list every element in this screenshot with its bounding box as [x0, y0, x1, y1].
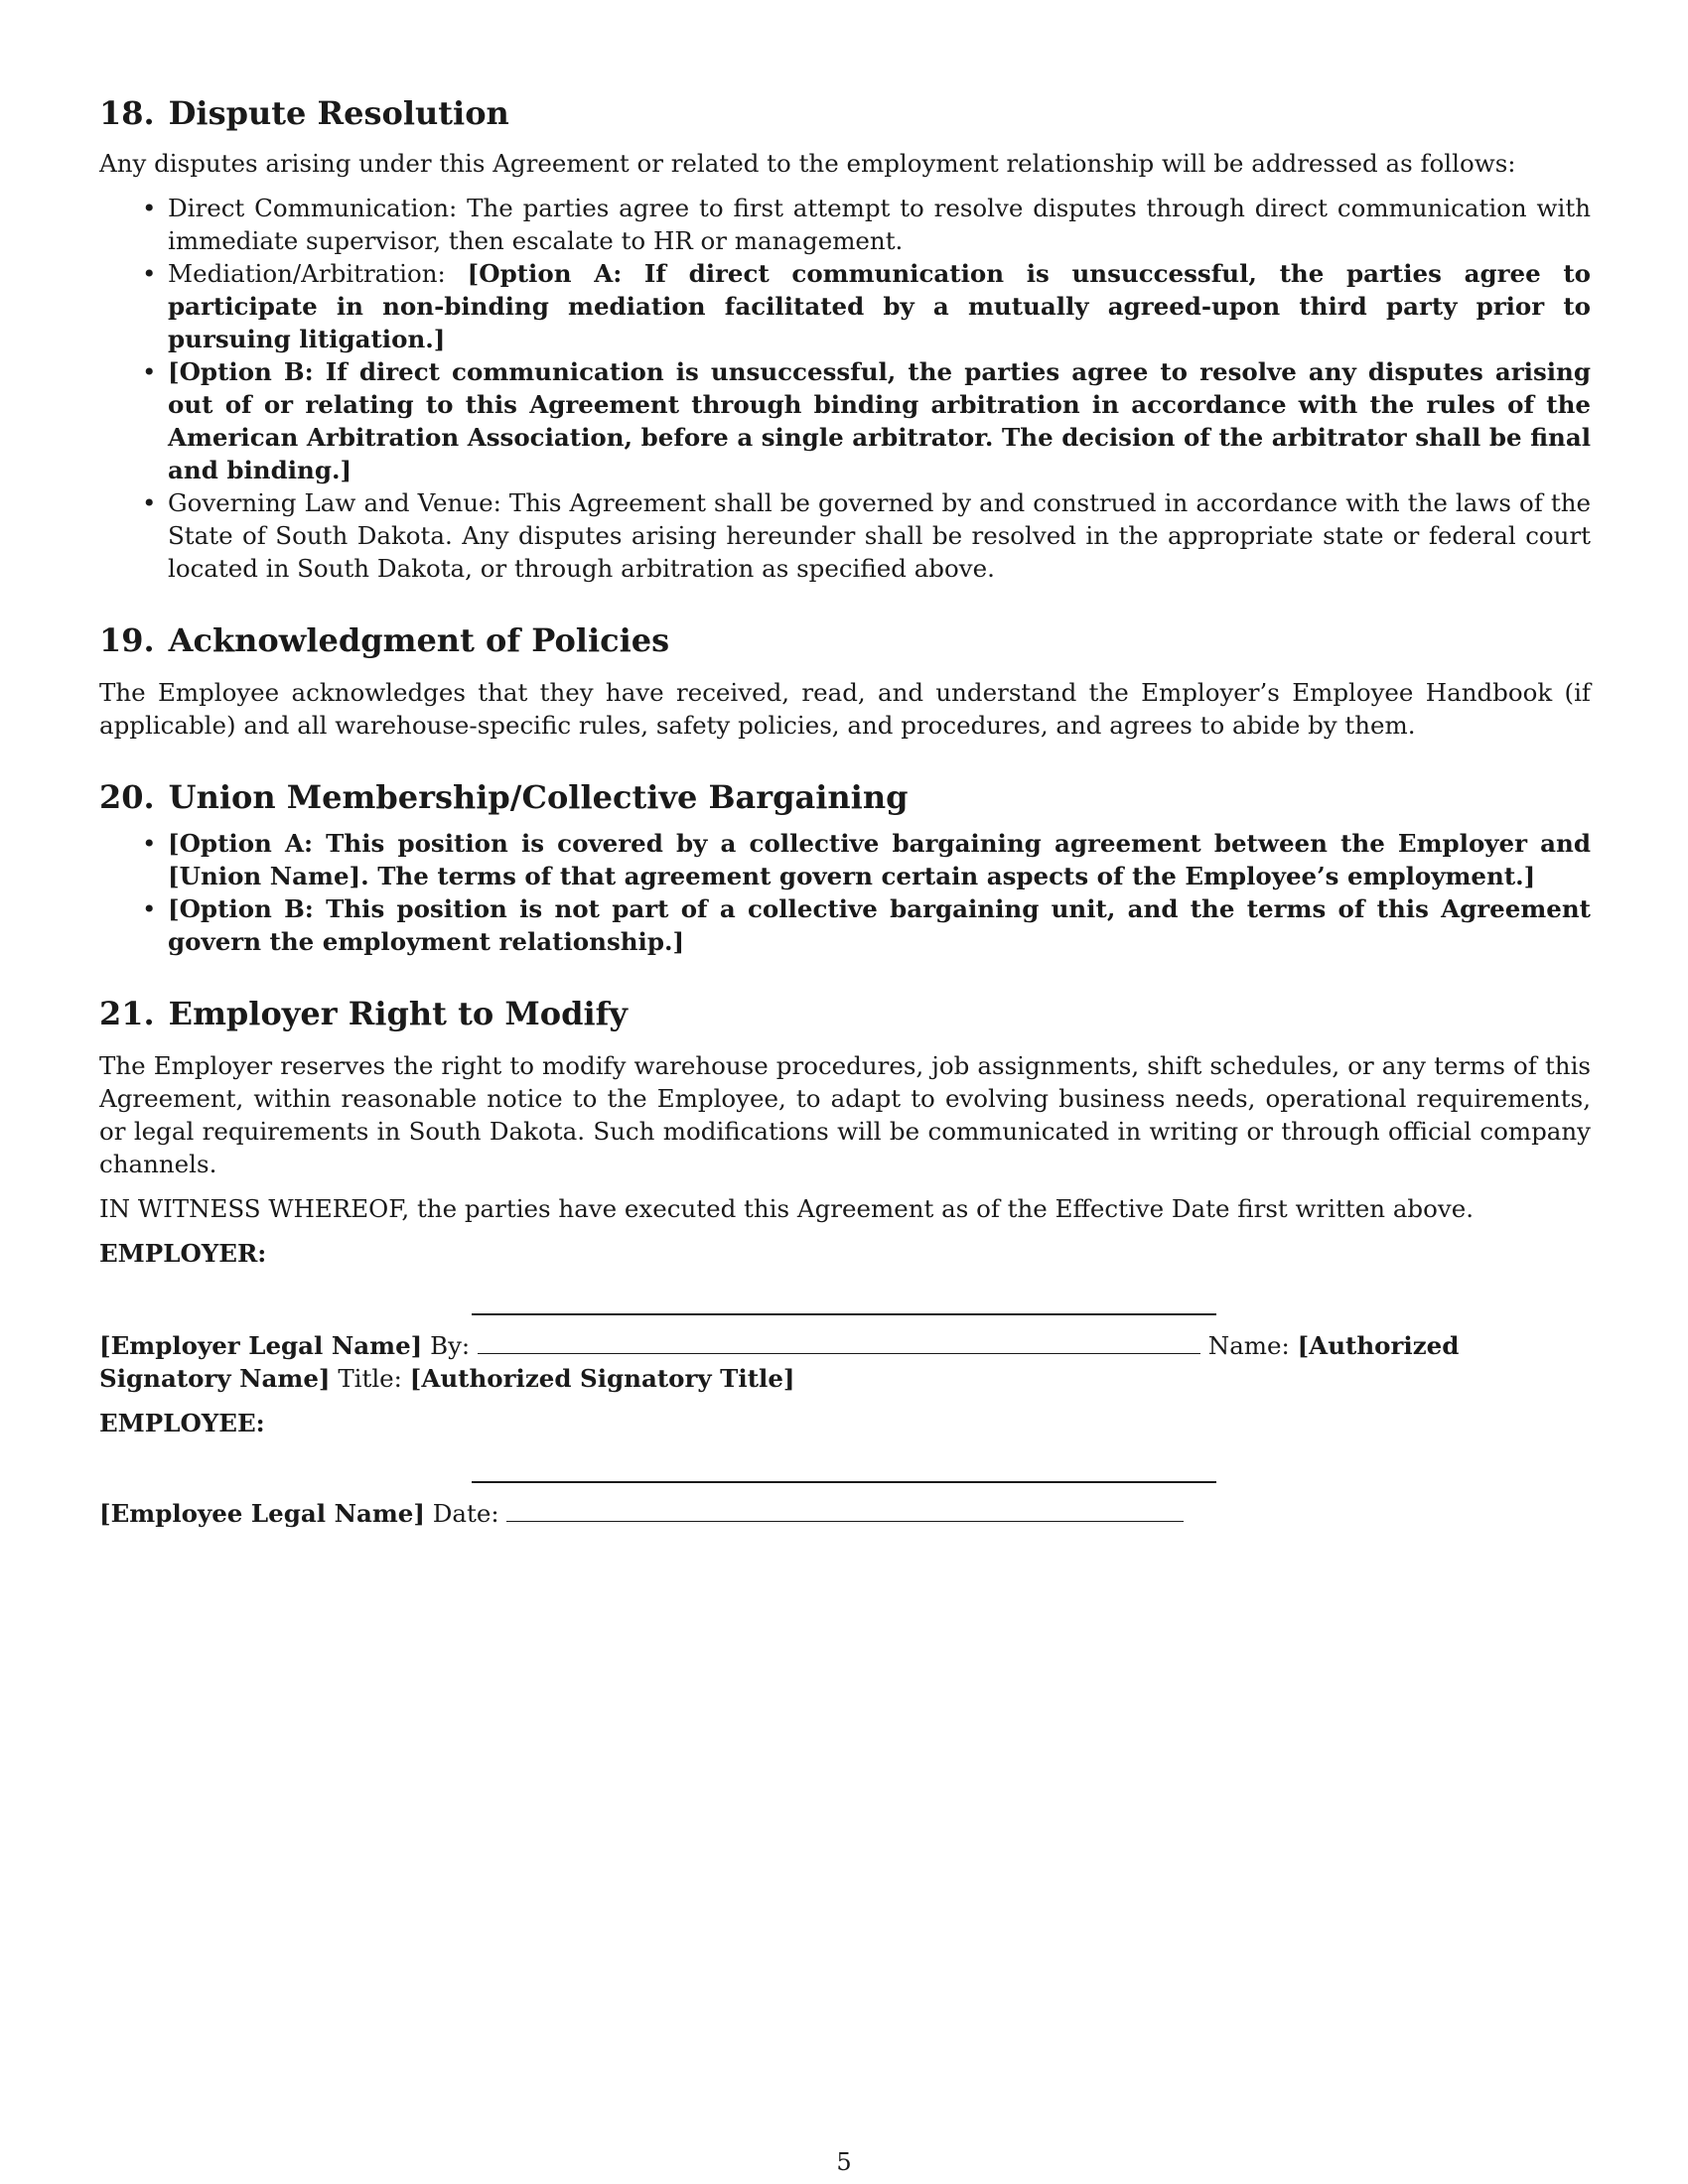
list-item: • Direct Communication: The parties agree to first attempt to resolve disputes through direct communication with immediate supervisor, then escalate to HR or management. [168, 192, 1591, 257]
list-item: • [Option B: This position is not part of a collective bargaining unit, and the terms of this Agreement govern the employment relationship.] [168, 892, 1591, 958]
section-19-body: The Employee acknowledges that they have received, read, and understand the Employer’s Employee Handbook (if applicable) and all warehouse-specific rules, safety policies, and procedures, and agrees to abide by them. [99, 678, 1591, 740]
section-18-list [99, 192, 1591, 585]
date-label: Date: [432, 1499, 499, 1528]
list-item: • [Option B: If direct communication is unsuccessful, the parties agree to resolve any disputes arising out of or relating to this Agreement through binding arbitration in accordance with the rules of the American Arbitration Association, before a single arbitrator. The decision of the arbitrator shall be final and binding.] [168, 355, 1591, 486]
employee-legal-name: [Employee Legal Name] [99, 1499, 425, 1528]
list-item: • [Option A: This position is covered by a collective bargaining agreement between the Employer and [Union Name]. The terms of that agreement govern certain aspects of the Employee’s employment.] [168, 827, 1591, 892]
by-label: By: [430, 1331, 471, 1360]
employer-heading: EMPLOYER: [99, 1239, 267, 1268]
authorized-signatory-name: [Authorized Signatory Name] [99, 1331, 1460, 1393]
list-item: • Governing Law and Venue: This Agreement shall be governed by and construed in accordance with the laws of the State of South Dakota. Any disputes arising hereunder shall be resolved in the appropriate state or federal court located in South Dakota, or through arbitration as specified above. [168, 486, 1591, 585]
list-item: • Mediation/Arbitration: [Option A: If direct communication is unsuccessful, the parties agree to participate in non-binding mediation facilitated by a mutually agreed-upon third party prior to pursuing litigation.] [168, 257, 1591, 355]
section-21-body: The Employer reserves the right to modify warehouse procedures, job assignments, shift schedules, or any terms of this Agreement, within reasonable notice to the Employee, to adapt to evolving business needs, operational requirements, or legal requirements in South Dakota. Such modifications will be communicated in writing or through official company channels. [99, 1051, 1591, 1178]
employee-signature-line[interactable] [472, 1479, 1216, 1483]
employee-details [99, 1497, 1591, 1530]
witness-clause: IN WITNESS WHEREOF, the parties have executed this Agreement as of the Effective Date first written above. [99, 1194, 1474, 1223]
title-label: Title: [338, 1364, 402, 1393]
authorized-signatory-title: [Authorized Signatory Title] [409, 1364, 795, 1393]
name-label: Name: [1207, 1331, 1290, 1360]
section-21-heading: 21. Employer Right to Modify [99, 995, 628, 1032]
date-line[interactable] [506, 1501, 1184, 1522]
employer-signature-block [99, 1237, 1591, 1395]
section-19 [99, 618, 1591, 742]
section-20 [99, 775, 1591, 958]
page-content [99, 91, 1591, 1530]
by-signature-line[interactable] [478, 1333, 1200, 1354]
employee-heading: EMPLOYEE: [99, 1409, 265, 1437]
section-18 [99, 91, 1591, 585]
section-19-heading: 19. Acknowledgment of Policies [99, 621, 670, 659]
section-18-intro: Any disputes arising under this Agreement or related to the employment relationship will be addressed as follows: [99, 149, 1516, 178]
employer-details [99, 1329, 1591, 1395]
section-18-heading: 18. Dispute Resolution [99, 94, 509, 132]
employer-legal-name: [Employer Legal Name] [99, 1331, 423, 1360]
section-20-heading: 20. Union Membership/Collective Bargaining [99, 778, 909, 816]
section-20-list [99, 827, 1591, 958]
page-number: 5 [836, 2148, 852, 2176]
employee-signature-block [99, 1407, 1591, 1530]
employer-signature-line[interactable] [472, 1311, 1216, 1315]
section-21 [99, 992, 1591, 1180]
